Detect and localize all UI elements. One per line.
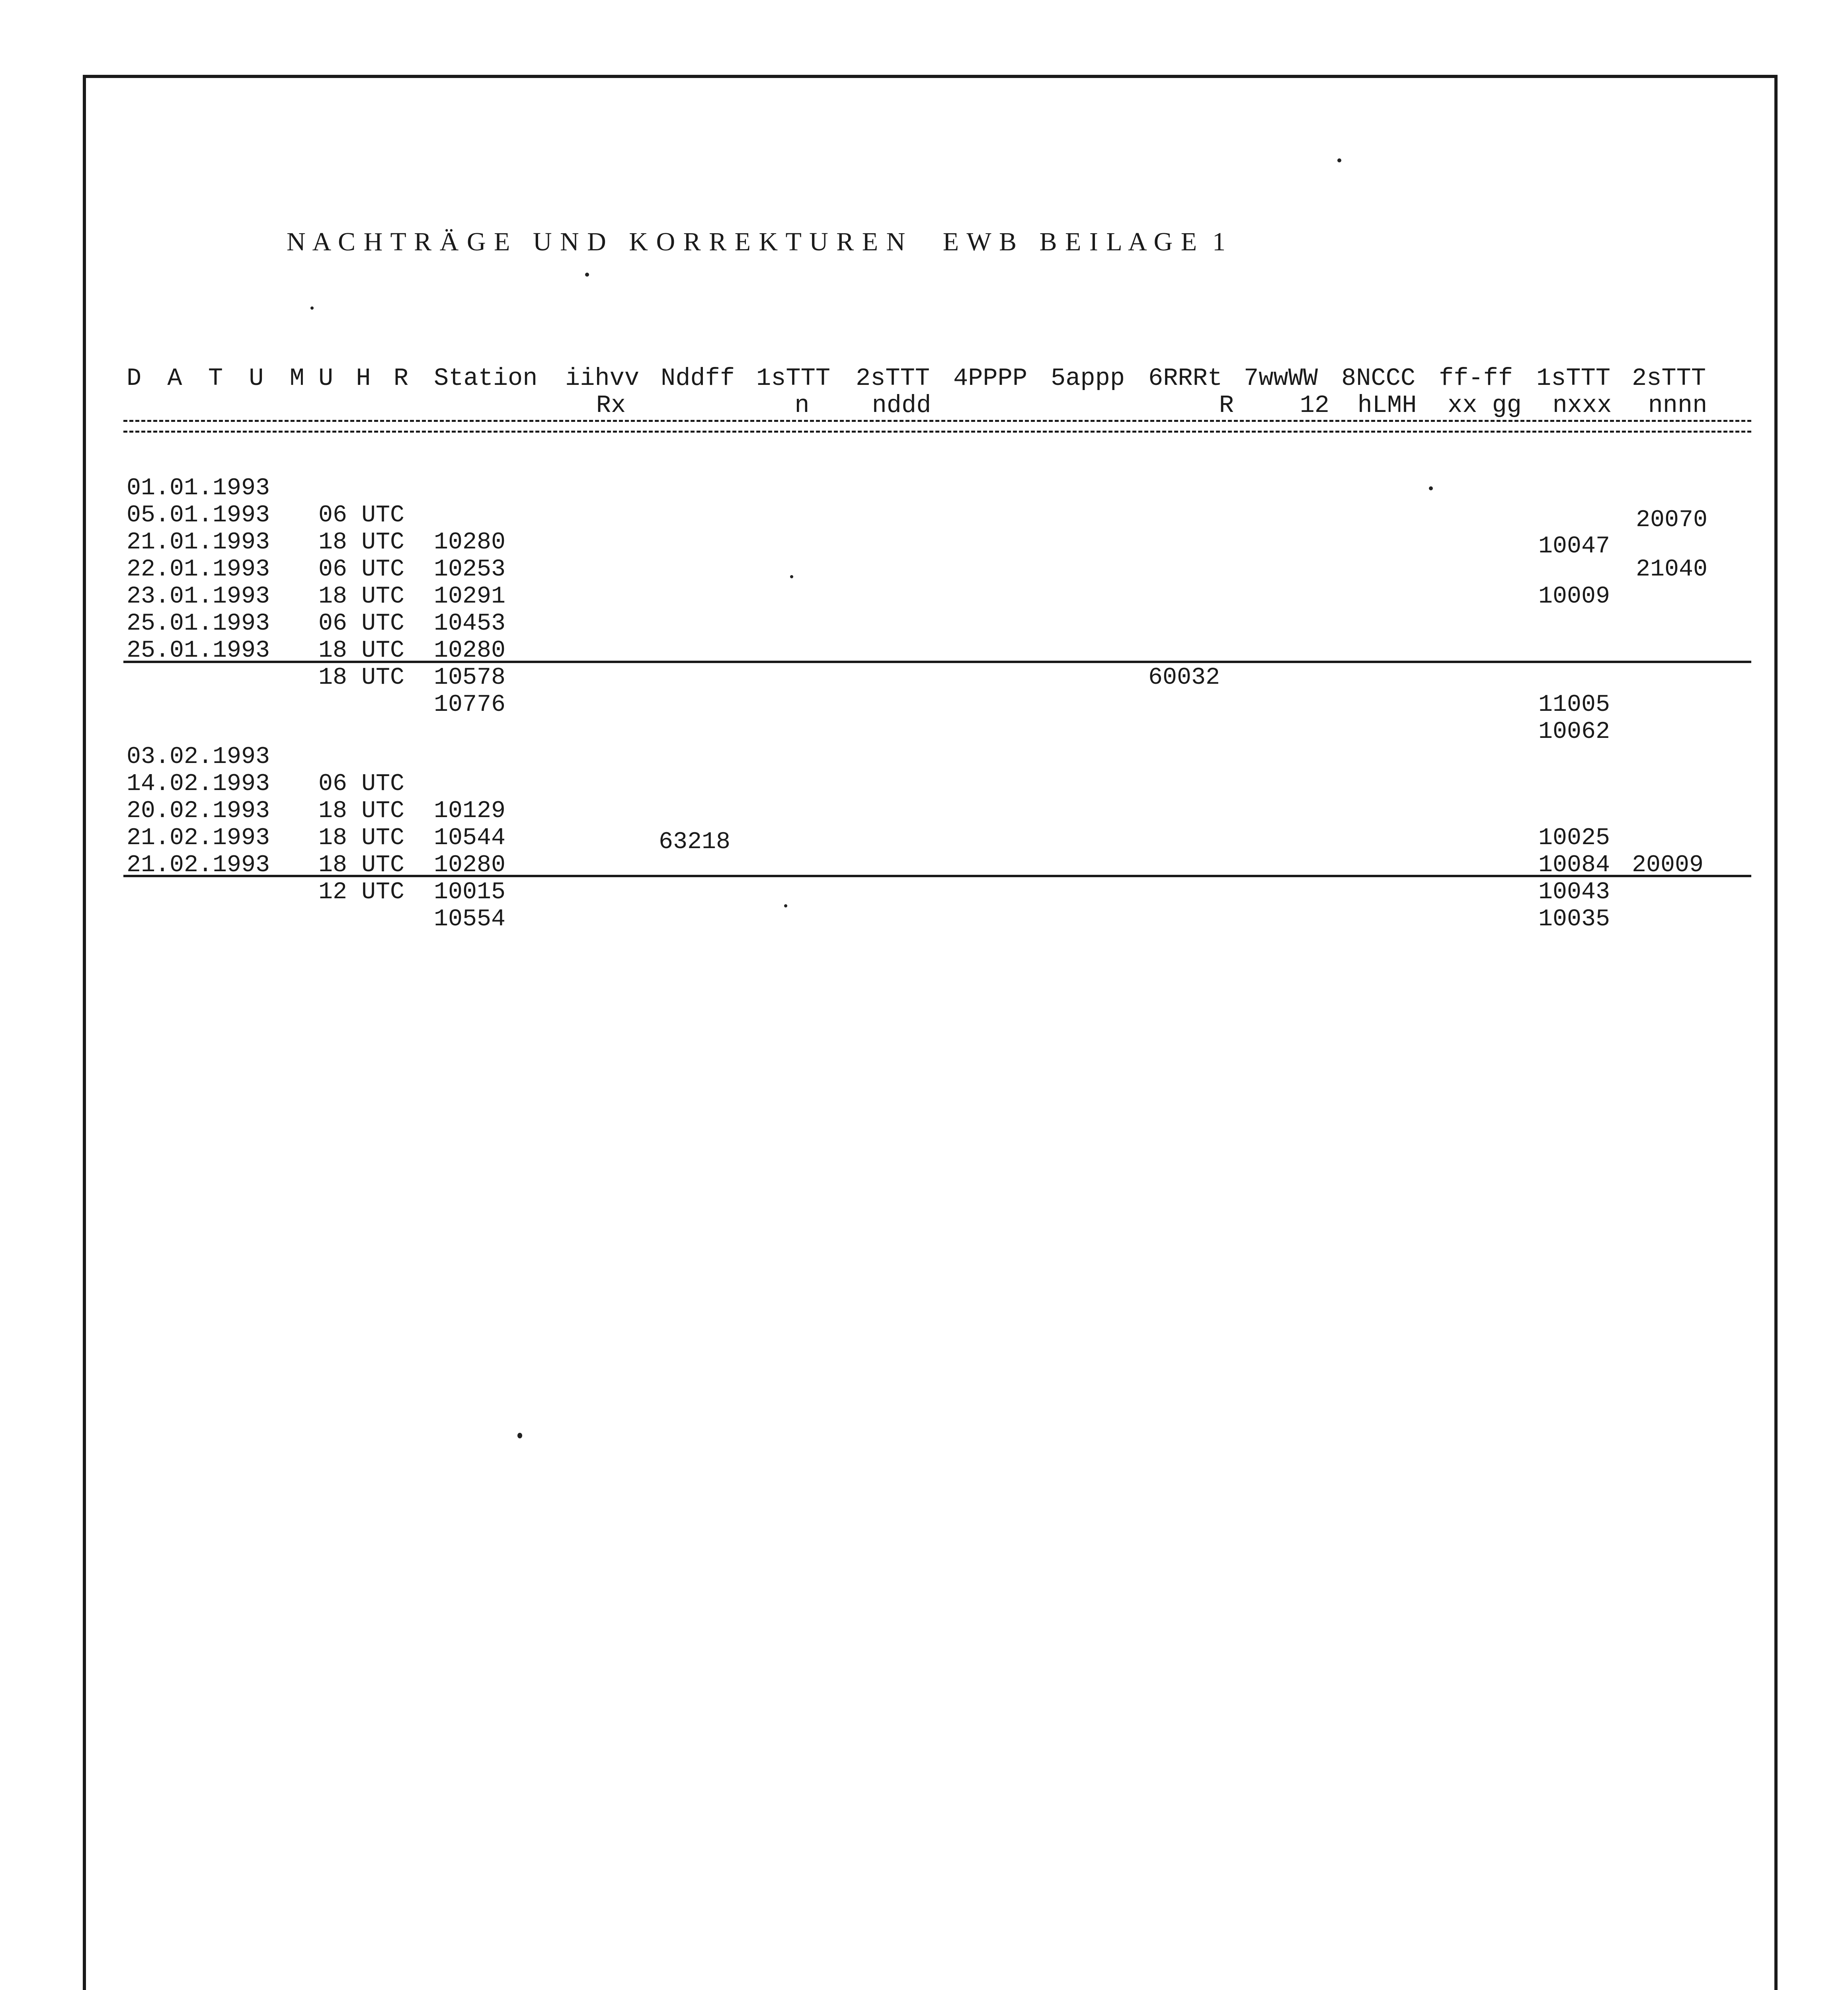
cell-uhr: 18 UTC — [318, 852, 405, 879]
header-iihvv: iihvv — [565, 364, 640, 392]
cell-uhr: 06 UTC — [318, 502, 405, 529]
cell-datum: 25.01.1993 — [127, 610, 270, 637]
cell-datum: 21.02.1993 — [127, 825, 270, 852]
cell-uhr: 18 UTC — [318, 529, 405, 556]
header-5appp: 5appp — [1051, 364, 1125, 392]
cell-station: 10280 — [434, 852, 506, 879]
header-1sttt-a: 1sTTT — [756, 364, 831, 392]
cell-uhr: 18 UTC — [318, 583, 405, 610]
cell-station: 10280 — [434, 637, 506, 664]
cell-datum: 22.01.1993 — [127, 556, 270, 583]
scan-speck — [784, 904, 787, 907]
cell-datum: 20.02.1993 — [127, 798, 270, 825]
cell-station: 10544 — [434, 825, 506, 852]
cell-uhr: 18 UTC — [318, 664, 405, 691]
scan-speck — [585, 273, 589, 277]
cell-1sttt-nxxx: 10062 — [1538, 718, 1610, 745]
cell-6rrrt: 60032 — [1148, 664, 1220, 691]
cell-station: 10015 — [434, 879, 506, 906]
cell-2sttt-nnnn: 21040 — [1636, 556, 1708, 583]
cell-station: 10776 — [434, 691, 506, 718]
header-double-rule — [123, 420, 1751, 433]
cell-datum: 14.02.1993 — [127, 771, 270, 798]
cell-uhr: 18 UTC — [318, 637, 405, 664]
table-bottom-rule — [123, 875, 1751, 877]
cell-datum: 23.01.1993 — [127, 583, 270, 610]
scan-speck — [1337, 158, 1341, 162]
cell-datum: 25.01.1993 — [127, 637, 270, 664]
header-ffff-sub: xx gg — [1447, 391, 1522, 419]
cell-uhr: 18 UTC — [318, 825, 405, 852]
header-ffff: ff-ff — [1439, 364, 1513, 392]
header-nddff: Nddff — [661, 364, 735, 392]
page-title: N A C H T R Ä G E U N D K O R R E K T U R E N E W B B E I L A G E 1 — [287, 227, 1227, 256]
header-7wwww: 7wwWW — [1244, 364, 1318, 392]
cell-1sttt-nxxx: 10035 — [1538, 906, 1610, 933]
header-8nccc: 8NCCC — [1341, 364, 1416, 392]
cell-1sttt-nxxx: 10043 — [1538, 879, 1610, 906]
cell-station: 10578 — [434, 664, 506, 691]
cell-2sttt-nnnn: 20009 — [1632, 852, 1704, 879]
cell-1sttt-nxxx: 10025 — [1538, 825, 1610, 852]
cell-uhr: 06 UTC — [318, 610, 405, 637]
cell-datum: 05.01.1993 — [127, 502, 270, 529]
header-datum: D A T U M — [127, 364, 310, 392]
scan-speck — [517, 1433, 522, 1438]
header-1sttt-b-sub: nxxx — [1552, 391, 1612, 419]
header-iihvv-sub: Rx — [596, 391, 626, 419]
scan-speck — [1429, 486, 1433, 490]
cell-station: 10453 — [434, 610, 506, 637]
cell-station: 10554 — [434, 906, 506, 933]
cell-datum: 21.01.1993 — [127, 529, 270, 556]
cell-1sttt-nxxx: 10009 — [1538, 583, 1610, 610]
page-frame — [83, 75, 1778, 1990]
cell-uhr: 12 UTC — [318, 879, 405, 906]
header-1sttt-a-sub: n — [794, 391, 810, 419]
cell-uhr: 06 UTC — [318, 771, 405, 798]
scan-speck — [790, 575, 793, 578]
cell-1sttt-nxxx: 11005 — [1538, 691, 1610, 718]
header-2sttt-b: 2sTTT — [1632, 364, 1706, 392]
cell-datum: 03.02.1993 — [127, 743, 270, 771]
header-7wwww-sub: 12 — [1300, 391, 1329, 419]
scan-speck — [310, 306, 314, 310]
header-8nccc-sub: hLMH — [1357, 391, 1417, 419]
header-4pppp: 4PPPP — [953, 364, 1028, 392]
cell-uhr: 06 UTC — [318, 556, 405, 583]
cell-station: 10280 — [434, 529, 506, 556]
cell-station: 10129 — [434, 798, 506, 825]
cell-datum: 21.02.1993 — [127, 852, 270, 879]
header-station: Station — [434, 364, 538, 392]
cell-2sttt-nnnn: 20070 — [1636, 507, 1708, 534]
header-2sttt-b-sub: nnnn — [1648, 391, 1707, 419]
header-6rrrt-sub: R — [1219, 391, 1234, 419]
cell-nddff: 63218 — [659, 829, 731, 856]
cell-station: 10291 — [434, 583, 506, 610]
header-uhr: U H R — [318, 364, 413, 392]
cell-uhr: 18 UTC — [318, 798, 405, 825]
section-divider — [123, 661, 1751, 663]
cell-1sttt-nxxx: 10047 — [1538, 533, 1610, 560]
header-1sttt-b: 1sTTT — [1536, 364, 1611, 392]
header-2sttt-a-sub: nddd — [872, 391, 931, 419]
header-6rrrt: 6RRRt — [1148, 364, 1223, 392]
cell-datum: 01.01.1993 — [127, 475, 270, 502]
cell-1sttt-nxxx: 10084 — [1538, 852, 1610, 879]
header-2sttt-a: 2sTTT — [856, 364, 930, 392]
cell-station: 10253 — [434, 556, 506, 583]
